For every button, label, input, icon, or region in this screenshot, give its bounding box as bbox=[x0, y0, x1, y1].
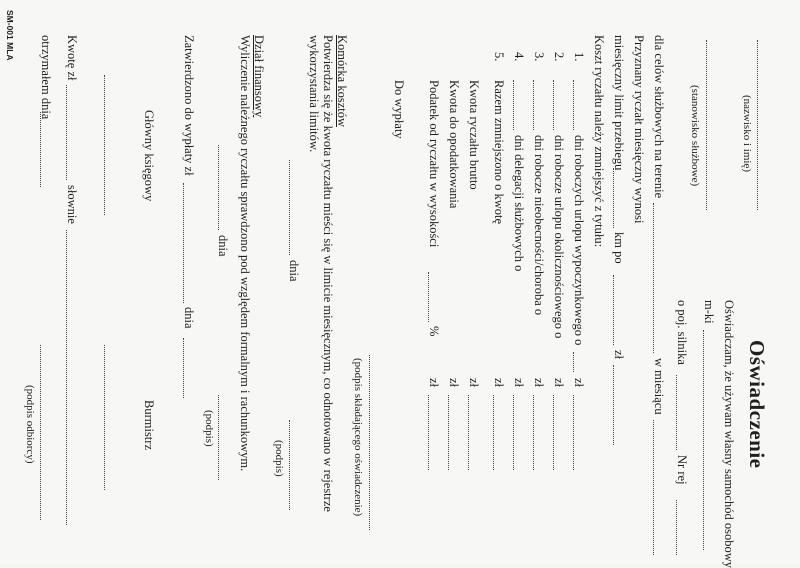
engine-label: o poj. silnika bbox=[675, 300, 689, 365]
tax-rate-line bbox=[428, 272, 429, 322]
tax-percent-sign: % bbox=[427, 326, 441, 337]
approved-suffix: dnia bbox=[182, 307, 196, 329]
limit-km-line bbox=[613, 168, 614, 228]
taxable-label: Kwota do opodatkowania bbox=[447, 80, 461, 209]
item-4-amount-line bbox=[513, 395, 514, 470]
purpose-suffix: w miesiącu bbox=[652, 358, 666, 415]
mayor-signature-line bbox=[104, 345, 105, 490]
finance-heading: Dział finansowy bbox=[252, 35, 266, 118]
declarant-signature-caption: (podpis składającego oświadczenie) bbox=[352, 358, 364, 517]
cost-unit-date-label: dnia bbox=[287, 260, 301, 282]
engine-line bbox=[676, 375, 677, 450]
approved-prefix: Zatwierdzono do wypłaty zł bbox=[182, 35, 196, 176]
item-1-rate-line bbox=[573, 352, 574, 372]
item-2-currency: zł bbox=[552, 378, 566, 388]
amount-label: Kwotę zł bbox=[65, 35, 79, 81]
item-1-number: 1. bbox=[572, 52, 586, 62]
chief-accountant-label: Główny księgowy bbox=[142, 110, 156, 202]
purpose-area-line bbox=[653, 203, 654, 353]
item-2-days-line bbox=[553, 80, 554, 130]
item-3-currency: zł bbox=[532, 378, 546, 388]
amount-line bbox=[66, 85, 67, 180]
cost-unit-signature-caption: (podpis) bbox=[273, 440, 285, 477]
reduce-label: Koszt ryczałtu należy zmniejszyć z tytułu: bbox=[592, 35, 606, 248]
monthly-limit-prefix: miesięczny limit przebiegu bbox=[612, 35, 626, 171]
name-line bbox=[757, 40, 758, 210]
received-date-line bbox=[40, 112, 41, 187]
item-3-amount-line bbox=[533, 395, 534, 470]
position-caption: (stanowisko służbowe) bbox=[689, 85, 701, 187]
item-5-currency: zł bbox=[492, 378, 506, 388]
to-pay-label: Do wypłaty bbox=[392, 80, 406, 139]
item-1-days-line bbox=[573, 80, 574, 130]
recipient-signature-caption: (podpis odbiorcy) bbox=[24, 385, 36, 464]
purpose-prefix: dla celów służbowych na terenie bbox=[652, 35, 666, 199]
item-1-text: dni roboczych urlopu wypoczynkowego o bbox=[572, 135, 586, 346]
cost-unit-heading: Komórka kosztów bbox=[335, 35, 349, 127]
form-code: SM-001 MLA bbox=[5, 10, 15, 61]
item-3-days-line bbox=[533, 80, 534, 130]
item-1-currency: zł bbox=[572, 378, 586, 388]
name-caption: (nazwisko i imię) bbox=[741, 95, 753, 172]
item-5-text: Razem zmniejszono o kwotę bbox=[492, 80, 506, 225]
item-4-days-line bbox=[513, 80, 514, 130]
item-4-number: 4. bbox=[512, 52, 526, 62]
car-make-line bbox=[703, 330, 704, 550]
item-4-currency: zł bbox=[512, 378, 526, 388]
item-5-number: 5. bbox=[492, 52, 506, 62]
approved-amount-line bbox=[183, 183, 184, 303]
cost-unit-date-line bbox=[289, 160, 290, 255]
chief-accountant-signature-line bbox=[104, 75, 105, 215]
tax-currency: zł bbox=[427, 378, 441, 388]
gross-amount-line bbox=[468, 395, 469, 470]
statement-mk: m-ki bbox=[702, 300, 716, 324]
item-3-number: 3. bbox=[532, 52, 546, 62]
item-5-amount-line bbox=[493, 395, 494, 470]
received-label: otrzymałem dnia bbox=[39, 35, 53, 120]
position-line bbox=[706, 40, 707, 210]
purpose-month-line bbox=[653, 420, 654, 555]
declarant-signature-line bbox=[369, 355, 370, 530]
monthly-limit-unit: km po bbox=[612, 232, 626, 264]
page-title: Oświadczenie bbox=[745, 340, 769, 469]
limit-currency: zł bbox=[612, 350, 626, 360]
finance-signature-caption: (podpis) bbox=[203, 410, 215, 447]
finance-signature-line bbox=[218, 395, 219, 480]
item-4-text: dni delegacji służbowych o bbox=[512, 135, 526, 272]
reg-no-label: Nr rej bbox=[675, 455, 689, 485]
item-1-amount-line bbox=[573, 395, 574, 470]
gross-label: Kwota ryczałtu brutto bbox=[467, 80, 481, 190]
taxable-currency: zł bbox=[447, 378, 461, 388]
limit-rate-line bbox=[613, 275, 614, 345]
tax-amount-line bbox=[428, 395, 429, 470]
cost-unit-text-line-1: Potwierdza się że kwota ryczałtu mieści się w limicie miesięcznym, co odnotowano w rejestrze bbox=[321, 35, 335, 512]
amount-words-label: słownie bbox=[65, 185, 79, 224]
reg-no-line bbox=[676, 500, 677, 555]
taxable-amount-line bbox=[448, 395, 449, 470]
limit-amount-line bbox=[613, 365, 614, 445]
cost-unit-text-line-2: wykorzystania limitów. bbox=[307, 35, 321, 153]
item-2-number: 2. bbox=[552, 52, 566, 62]
item-2-text: dni robocze urlopu okolicznościowego o bbox=[552, 135, 566, 339]
approved-date-line bbox=[183, 338, 184, 398]
cost-unit-signature-line bbox=[289, 420, 290, 510]
recipient-signature-line bbox=[40, 345, 41, 520]
mayor-label: Burmistrz bbox=[142, 400, 156, 450]
amount-words-line bbox=[66, 230, 67, 525]
monthly-flat-label: Przyznany ryczałt miesięczny wynosi bbox=[632, 35, 646, 224]
statement-line-1: Oświadczam, że używam własny samochód osobowy bbox=[722, 300, 736, 568]
gross-currency: zł bbox=[467, 378, 481, 388]
finance-text: Wyliczenie należnego ryczałtu sprawdzono pod względem formalnym i rachunkowym. bbox=[238, 35, 252, 472]
finance-date-label: dnia bbox=[216, 235, 230, 257]
tax-label: Podatek od ryczałtu w wysokości bbox=[427, 80, 441, 248]
item-2-amount-line bbox=[553, 395, 554, 470]
finance-date-line bbox=[218, 145, 219, 230]
item-3-text: dni robocze nieobecności/choroba o bbox=[532, 135, 546, 316]
